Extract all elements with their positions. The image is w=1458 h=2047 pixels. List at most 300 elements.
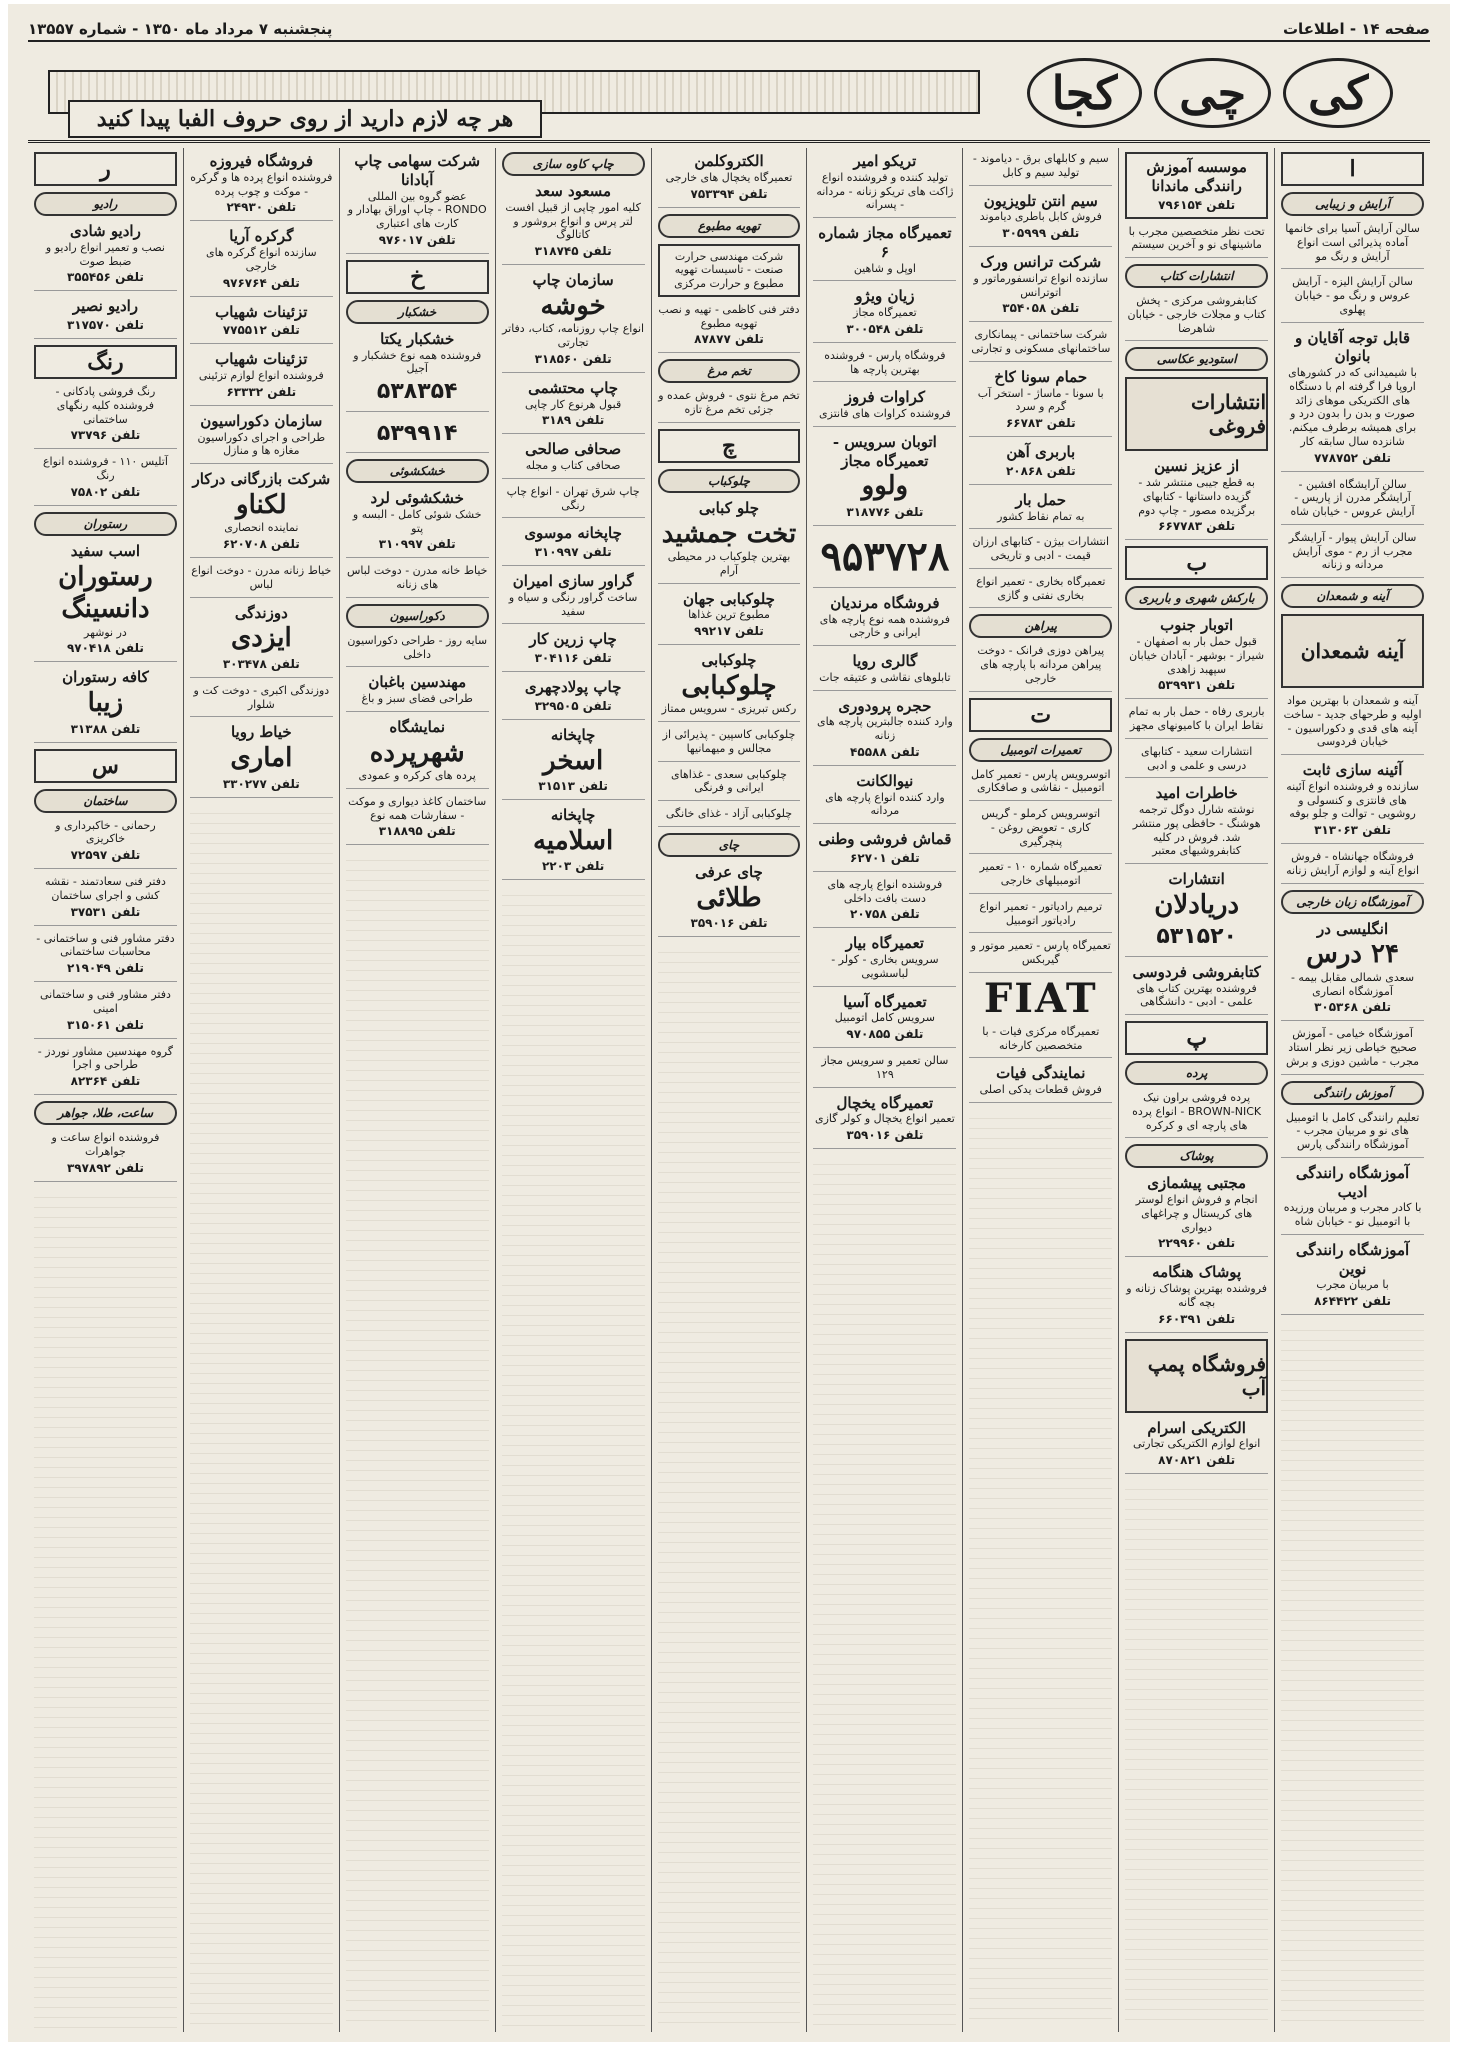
banner-slogan: هر چه لازم دارید از روی حروف الفبا پیدا کنید	[68, 100, 542, 138]
ad-body: بهترین چلوکباب در محیطی آرام	[667, 550, 791, 577]
category-heading: چای	[658, 833, 801, 857]
ad-body: اتوسرویس کرملو - گریس کاری - تعویض روغن - پنچرگیری	[981, 807, 1101, 848]
category-heading: بارکش شهری و باربری	[1125, 586, 1268, 610]
ad-body: نوشته شارل دوگل ترجمه هوشنگ - حافظی پور منتشر شد. فروش در کلیه کتابفروشیهای معتبر	[1132, 803, 1261, 858]
classified-ad	[34, 385, 177, 449]
classified-ad	[190, 350, 333, 406]
classified-ad	[346, 489, 489, 558]
ad-phone: تلفن ۷۳۷۹۶	[70, 428, 141, 443]
classified-ad	[969, 443, 1112, 485]
title-word: کی	[1283, 58, 1393, 128]
ad-heading: مسعود سعد	[535, 182, 612, 200]
ad-heading: تعمیرگاه بیار	[845, 934, 924, 953]
ad-heading: رادیو نصیر	[72, 297, 139, 316]
classified-ad	[1125, 705, 1268, 739]
ad-title: ولوو	[861, 471, 909, 502]
ad-body: فروشنده انواع پرده ها و گرکره - موکت و چوب پرده	[190, 170, 333, 198]
ad-phone: تلفن ۲۴۹۳۰	[226, 200, 297, 215]
section-title	[1000, 56, 1420, 130]
column-filler	[813, 1155, 956, 2028]
ad-phone: تلفن ۲۱۹۰۴۹	[66, 961, 144, 975]
classified-ad	[813, 594, 956, 646]
ad-phone: تلفن ۸۲۳۶۴	[70, 1074, 141, 1088]
classified-ad	[813, 830, 956, 872]
classified-ad	[969, 900, 1112, 934]
ad-phone: تلفن ۳۷۵۳۱	[70, 904, 141, 919]
ad-body: سایه روز - طراحی دکوراسیون داخلی	[347, 633, 488, 661]
ad-body: پرده فروشی براون نیک BROWN-NICK - انواع پرده های پارچه ای و کرکره	[1132, 1091, 1262, 1132]
ad-heading: فروشگاه مرندیان	[830, 593, 940, 612]
ad-body: تعمیرگاه مجاز	[853, 306, 917, 319]
ad-phone: تلفن ۳۱۷۵۷۰	[66, 318, 144, 332]
classified-ad	[813, 993, 956, 1049]
ad-body: انتشارات سعید - کتابهای درسی و علمی و ادبی	[1140, 744, 1253, 772]
page-header	[28, 18, 1430, 42]
big-phone-ad	[813, 532, 956, 588]
category-heading: دکوراسیون	[346, 604, 489, 628]
ad-title: اسلامیه	[532, 825, 614, 856]
ad-phone: تلفن ۶۶۷۷۸۳	[1158, 519, 1236, 534]
ad-heading: زیان ویژو	[855, 287, 915, 306]
classified-ad	[969, 1064, 1112, 1103]
ad-phone: تلفن ۳۲۹۵۰۵	[534, 698, 612, 713]
ad-title: ۲۴ درس	[1306, 939, 1399, 970]
ad-column	[1118, 148, 1274, 2032]
category-heading: انتشارات کتاب	[1125, 264, 1268, 288]
classified-ad	[969, 192, 1112, 248]
ad-body: خشک شوئی کامل - البسه و پتو	[352, 507, 482, 535]
ad-heading: سیم انتن تلویزیون	[983, 191, 1098, 210]
ad-body: دفتر مشاور فنی و ساختمانی امینی	[39, 988, 171, 1015]
ad-phone: تلفن ۶۳۳۳۲	[226, 384, 297, 399]
classified-ad	[1281, 850, 1424, 884]
ad-heading: چاپخانه	[550, 725, 596, 744]
ad-heading: حجره پرودوری	[838, 696, 932, 715]
ad-phone: تلفن ۶۶۷۸۳	[1005, 416, 1076, 430]
title-word: کجا	[1027, 58, 1143, 128]
ad-phone: تلفن ۷۷۵۵۱۲	[222, 323, 300, 338]
ad-title: اماری	[230, 743, 293, 773]
category-heading: چاپ کاوه سازی	[502, 152, 645, 176]
ad-title: رستوران دانسینگ	[58, 561, 153, 624]
ad-body: با شیمیدانی که در کشورهای اروپا فرا گرفته ام با دستگاه های الکتریکی موهای زائد صورت و بدن را بدون درد و برای همیشه برطرف میکنم. شانزده سال سابقه کار	[1288, 366, 1417, 448]
ad-body: خیاط زنانه مدرن - دوخت انواع لباس	[191, 564, 332, 591]
ad-body: کلیه امور چاپی از قبیل افست لتر پرس و انواع بروشور و کاتالوگ	[505, 200, 641, 242]
classified-ad	[658, 651, 801, 722]
ad-heading: نمایشگاه	[389, 717, 446, 736]
ad-body: آتلیس ۱۱۰ - فروشنده انواع رنگ	[42, 455, 168, 482]
ad-body: وارد کننده انواع پارچه های مردانه	[825, 790, 945, 818]
ad-body: رنگ فروشی پادکانی - فروشنده کلیه رنگهای ساختمانی	[55, 385, 156, 426]
ad-heading: از عزیز نسین	[1154, 457, 1240, 476]
ad-phone: تلفن ۶۲۷۰۱	[850, 850, 920, 865]
column-filler	[190, 804, 333, 2029]
column-filler	[34, 1188, 177, 2029]
classified-ad	[502, 182, 645, 265]
classified-ad	[1125, 1174, 1268, 1257]
ad-heading: چاپ زرین کار	[529, 630, 617, 649]
ad-title: زیبا	[87, 688, 124, 718]
classified-ad	[658, 303, 801, 354]
alphabet-letter: ب	[1125, 546, 1268, 580]
ad-phone: تلفن ۳۰۵۳۶۸	[1314, 1000, 1392, 1015]
ad-heading: دوزندگی	[234, 603, 288, 622]
ad-body: سالن آرایشگاه افشین - آرایشگر مدرن از پاریس - آرایش عروس - خیابان شاه	[1290, 477, 1415, 518]
classified-ad	[190, 412, 333, 464]
classified-ad	[502, 572, 645, 624]
classified-ad	[346, 418, 489, 454]
category-heading: پوشاک	[1125, 1144, 1268, 1168]
classified-ad	[813, 1094, 956, 1150]
classified-ad	[658, 863, 801, 937]
classified-ad	[190, 470, 333, 558]
ad-body: سیم و کابلهای برق - دیاموند - تولید سیم و کابل	[972, 152, 1109, 179]
ad-phone: تلفن ۹۷۰۸۵۵	[846, 1027, 924, 1041]
ad-body: صحافی کتاب و مجله	[525, 459, 621, 472]
ad-heading: اتوبان سرویس - تعمیرگاه مجاز	[832, 432, 937, 470]
ad-body: چلوکبابی کاسپین - پذیرائی از مجالس و میهمانیها	[662, 728, 796, 755]
ad-phone: تلفن ۳۱۵۱۳	[538, 779, 608, 793]
ad-heading: قماش فروشی وطنی	[818, 830, 952, 848]
classified-ad	[813, 934, 956, 986]
ad-phone: تلفن ۷۵۸۰۲	[70, 484, 141, 499]
ad-column	[339, 148, 495, 2032]
ad-body: نصب و تعمیر انواع رادیو و ضبط صوت	[45, 240, 165, 268]
classified-ad	[658, 244, 801, 297]
classified-ad	[502, 485, 645, 519]
ad-body: به قطع جیبی منتشر شد - گزیده داستانها - کتابهای برگزیده مصور - چاپ دوم	[1138, 476, 1256, 517]
classified-ad	[1125, 870, 1268, 957]
classified-ad	[346, 673, 489, 712]
dateline: پنجشنبه ۷ مرداد ماه ۱۳۵۰ - شماره ۱۳۵۵۷	[28, 20, 333, 38]
classified-ad	[1125, 784, 1268, 864]
big-phone-number: ۹۵۳۷۲۸	[820, 532, 950, 580]
ad-body: در نوشهر	[84, 625, 127, 639]
classified-ad	[813, 652, 956, 691]
ad-heading: تریکو امیر	[853, 152, 917, 170]
ad-body: فروش کابل باطری دیاموند	[979, 210, 1102, 224]
ad-heading: صحافی صالحی	[525, 440, 622, 459]
category-heading: استودیو عکاسی	[1125, 347, 1268, 371]
ad-body: فروشنده انواع پارچه های دست بافت داخلی	[827, 877, 943, 905]
ad-body: گروه مهندسین مشاور نوردز - طراحی و اجرا	[37, 1044, 174, 1072]
title-word: چی	[1154, 58, 1271, 128]
ad-body: اوپل و شاهین	[853, 261, 916, 275]
category-heading: پیراهن	[969, 614, 1112, 638]
classified-ad	[34, 932, 177, 983]
classified-ad	[502, 678, 645, 720]
ad-body: انتشارات بیژن - کتابهای ارزان قیمت - ادبی و تاریخی	[972, 535, 1110, 562]
ad-heading: چاپ محتشمی	[528, 378, 619, 397]
ad-body: فروشنده انواع ساعت و جواهرات	[51, 1131, 160, 1158]
classified-ad	[813, 224, 956, 281]
ad-title: شهرپرده	[369, 737, 465, 768]
classified-ad	[190, 604, 333, 678]
classified-ad	[813, 697, 956, 766]
classified-ad	[658, 768, 801, 802]
ad-phone: تلفن ۳۱۸۷۴۵	[534, 244, 612, 258]
ad-body: تعمیرگاه پارس - تعمیر موتور و گیربکس	[970, 939, 1111, 966]
classified-ad	[1281, 920, 1424, 1022]
ad-heading: نیوالکانت	[856, 771, 914, 790]
ad-column	[962, 148, 1118, 2032]
ad-heading: خیاط رویا	[230, 723, 292, 742]
ad-body: فروشنده همه نوع پارچه های ایرانی و خارجی	[819, 612, 950, 640]
classified-ad	[34, 668, 177, 742]
classified-ad	[813, 878, 956, 929]
ad-phone: تلفن ۳۱۸۵۶۰	[534, 351, 612, 366]
ad-heading: قابل توجه آقایان و بانوان	[1295, 328, 1411, 366]
classified-ad	[813, 388, 956, 427]
classified-ad	[502, 726, 645, 800]
ad-column	[28, 148, 183, 2032]
classified-ad	[502, 806, 645, 880]
ad-phone: تلفن ۵۳۹۹۳۱	[1158, 678, 1236, 693]
ad-title: طلائی	[696, 882, 762, 913]
ad-heading: شرکت ترانس ورک	[980, 253, 1102, 271]
ad-body: فروش قطعات یدکی اصلی	[979, 1083, 1102, 1096]
ad-heading: آئینه سازی ثابت	[1302, 761, 1403, 779]
ad-column	[495, 148, 651, 2032]
ad-heading: کراوات فروز	[844, 388, 926, 407]
ad-heading: انتشارات	[1168, 870, 1225, 888]
classified-ad	[190, 227, 333, 296]
classified-ad	[658, 590, 801, 646]
classified-ad	[969, 491, 1112, 530]
category-heading: تعمیرات اتومبیل	[969, 738, 1112, 762]
classified-ad	[1125, 1419, 1268, 1475]
ad-heading: چاپ پولادچهری	[524, 678, 622, 696]
ad-body: پرده های کرکره و عمودی	[358, 769, 476, 782]
ad-phone: تلفن ۶۲۰۷۰۸	[222, 537, 300, 551]
classified-ad	[34, 1045, 177, 1096]
ad-body: آینه و شمعدان با بهترین مواد اولیه و طرحهای جدید - ساخت آینه های قدی و دکوراسیون - خیابان فردوسی	[1283, 694, 1422, 749]
ad-heading: خاطرات امید	[1155, 784, 1238, 803]
alphabet-letter: پ	[1125, 1021, 1268, 1055]
ad-phone: تلفن ۸۷۸۷۷	[694, 332, 764, 347]
ad-heading: سازمان دکوراسیون	[200, 411, 323, 430]
category-heading: آینه و شمعدان	[1281, 584, 1424, 608]
ad-body: ترمیم رادیاتور - تعمیر انواع رادیاتور اتومبیل	[979, 899, 1103, 927]
classified-ad	[1281, 694, 1424, 755]
ad-heading: حمل بار	[1015, 490, 1067, 509]
ad-heading: باربری آهن	[1006, 443, 1076, 461]
alphabet-letter: ت	[969, 698, 1112, 732]
ad-body: فروشنده بهترین پوشاک زنانه و بچه گانه	[1126, 1282, 1268, 1309]
ad-phone: تلفن ۹۹۲۱۷	[694, 624, 764, 638]
classified-ad	[1125, 745, 1268, 779]
classified-ad	[1281, 275, 1424, 322]
ad-phone: تلفن ۳۱۸۸۹۵	[378, 824, 456, 839]
ad-body: آموزشگاه خیامی - آموزش صحیح خیاطی زیر نظر استاد مجرب - ماشین دوزی و برش	[1286, 1027, 1420, 1068]
ad-body: انواع چاپ روزنامه، کتاب، دفاتر تجارتی	[502, 322, 645, 349]
ad-body: فروشگاه پارس - فروشنده بهترین پارچه ها	[824, 348, 946, 376]
ad-phone: ۵۳۹۹۱۴	[376, 420, 458, 446]
ad-heading: الکتروکلمن	[694, 152, 764, 170]
ad-heading: موسسه آموزش رانندگی ماندانا	[1146, 158, 1247, 195]
classified-ad	[1125, 225, 1268, 259]
ad-phone: تلفن ۳۱۵۰۶۱	[66, 1017, 144, 1032]
ad-body: دفتر فنی کاظمی - تهیه و نصب تهویه مطبوع	[658, 302, 800, 330]
ad-phone: تلفن ۳۱۸۹	[541, 413, 605, 428]
classified-ad	[969, 368, 1112, 437]
category-heading: تهویه مطبوع	[658, 214, 801, 238]
classified-ad	[969, 644, 1112, 691]
ad-heading: چلو کبابی	[698, 498, 760, 517]
ad-body: تابلوهای نقاشی و عتیقه جات	[819, 670, 951, 684]
classified-ad	[346, 634, 489, 668]
classified-ad	[813, 152, 956, 218]
classified-ad	[969, 253, 1112, 322]
ad-heading: گالری رویا	[852, 652, 918, 670]
ad-column	[183, 148, 339, 2032]
classified-ad	[502, 379, 645, 435]
ad-heading: کافه رستوران	[62, 668, 149, 687]
ad-phone: تلفن ۳۵۹۰۱۶	[846, 1128, 924, 1142]
ad-title: لکناو	[236, 489, 287, 520]
category-heading: تخم مرغ	[658, 359, 801, 383]
ad-body: اتوسرویس پارس - تعمیر کامل اتومبیل - نقاشی و صافکاری	[971, 767, 1111, 795]
ad-phone: تلفن ۲۰۸۶۸	[1005, 463, 1076, 478]
ad-phone: ۵۳۸۳۵۴	[376, 379, 458, 404]
classified-ad	[1125, 1091, 1268, 1138]
category-heading: ساختمان	[34, 789, 177, 813]
ad-heading: اتوبار جنوب	[1160, 616, 1234, 635]
classified-ad	[502, 524, 645, 566]
page-label: صفحه ۱۴ - اطلاعات	[1282, 20, 1430, 38]
ad-body: عضو گروه بین المللی RONDO - چاپ اوراق بهادار و کارت های اعتباری	[347, 189, 487, 230]
column-filler	[346, 851, 489, 2028]
alphabet-letter: ا	[1281, 152, 1424, 186]
category-heading: خشکبار	[346, 300, 489, 324]
classified-ad	[502, 630, 645, 672]
ad-logo: انتشارات فروغی	[1125, 377, 1268, 451]
ad-phone: تلفن ۳۰۴۱۱۶	[534, 651, 612, 665]
ad-body: تعمیرگاه یخچال های خارجی	[665, 170, 793, 184]
classified-ad	[1281, 1027, 1424, 1074]
classified-ad	[969, 768, 1112, 802]
ad-phone: تلفن ۳۱۰۹۹۷	[534, 545, 612, 559]
ad-phone: تلفن ۳۵۹۰۱۶	[690, 916, 768, 930]
ad-body: سازنده و فروشنده انواع آئینه های فانتزی و کنسولی و روشویی - توالت و جلو بوفه	[1286, 779, 1419, 821]
classified-ad	[190, 723, 333, 797]
ad-heading: گراور سازی امیران	[512, 572, 634, 590]
classified-ad	[1125, 457, 1268, 540]
classified-ad	[1125, 294, 1268, 341]
classified-ad	[969, 939, 1112, 973]
ad-body: پیراهن دوزی فرانک - دوخت پیراهن مردانه با پارچه های خارجی	[977, 644, 1105, 685]
brand-logo	[969, 975, 1112, 1023]
ad-heading: خشکشوئی لرد	[370, 489, 464, 507]
classified-ad	[969, 575, 1112, 609]
ad-title: دریادلان	[1154, 889, 1240, 920]
classified-ad	[813, 349, 956, 383]
ad-heading: نمایندگی فیات	[996, 1064, 1086, 1083]
ad-phone: ۵۳۱۵۲۰	[1156, 924, 1237, 950]
ad-phone: تلفن ۲۲۰۳	[541, 859, 605, 874]
ad-body: تعمیرگاه مرکزی فیات - با متخصصین کارخانه	[982, 1024, 1100, 1052]
ad-heading: حمام سونا کاخ	[994, 367, 1088, 386]
ad-body: سرویس بخاری - کولر - لباسشویی	[831, 953, 939, 980]
classified-ad	[813, 287, 956, 343]
ad-body: تعلیم رانندگی کامل با اتومبیل های نو و مربیان مجرب - آموزشگاه رانندگی پارس	[1285, 1110, 1420, 1151]
classified-ad	[1125, 616, 1268, 699]
classified-ad	[190, 684, 333, 718]
ad-phone: تلفن ۲۰۷۵۸	[850, 907, 920, 922]
classified-ad	[34, 455, 177, 506]
column-filler	[1281, 1321, 1424, 2028]
ad-phone: تلفن ۸۷۰۸۲۱	[1158, 1453, 1236, 1467]
classified-columns	[28, 148, 1430, 2032]
ad-body: سازنده انواع گرکره های خارجی	[206, 246, 317, 273]
ad-heading: چای عرفی	[695, 862, 763, 881]
ad-body: چاپ شرق تهران - انواع چاپ رنگی	[506, 484, 640, 512]
classified-ad	[34, 1131, 177, 1182]
category-heading: رستوران	[34, 512, 177, 536]
classified-ad	[34, 819, 177, 870]
ad-phone: تلفن ۸۶۴۴۲۲	[1314, 1294, 1392, 1308]
category-heading: آرایش و زیبایی	[1281, 192, 1424, 216]
ad-body: فروشنده بهترین کتاب های علمی - ادبی - دانشگاهی	[1136, 981, 1257, 1009]
ad-body: دوزندگی اکبری - دوخت کت و شلوار	[193, 683, 330, 711]
classified-ad	[1281, 1164, 1424, 1235]
category-heading: خشکشوئی	[346, 459, 489, 483]
classified-ad	[969, 328, 1112, 362]
classified-ad	[1281, 1241, 1424, 1315]
ad-body: انجام و فروش انواع لوستر های کریستال و چراغهای دیواری	[1135, 1193, 1258, 1234]
ad-column	[651, 148, 807, 2032]
classified-ad	[190, 152, 333, 221]
ad-body: باربری رفاه - حمل بار به تمام نقاط ایران با کامیونهای مجهز	[1128, 705, 1265, 732]
classified-ad	[190, 564, 333, 598]
ad-body: شرکت مهندسی حرارت صنعت - تاسیسات تهویه مطبوع و حرارت مرکزی	[674, 249, 784, 290]
ad-heading: مهندسین باغبان	[368, 673, 467, 692]
category-heading: چلوکباب	[658, 469, 801, 493]
ad-body: شرکت ساختمانی - پیمانکاری ساختمانهای مسکونی و تجارتی	[971, 328, 1111, 355]
classified-ad	[1125, 963, 1268, 1015]
ad-phone: تلفن ۳۵۴۰۵۸	[1002, 301, 1080, 316]
ad-body: سالن آرایش الیزه - آرایش عروس و رنگ مو - خیابان پهلوی	[1292, 275, 1413, 316]
ad-heading: تزئینات شهیاب	[215, 350, 308, 369]
ad-body: طراحی فضای سبز و باغ	[361, 692, 473, 705]
classified-ad	[346, 564, 489, 598]
ad-heading: آموزشگاه رانندگی نوین	[1295, 1240, 1410, 1278]
classified-ad	[969, 860, 1112, 894]
ad-body: سالن آرایش پیوار - آرایشگر مجرب از رم - موی آرایش مردانه و زنانه	[1288, 530, 1417, 572]
classified-ad	[34, 875, 177, 926]
classified-ad	[969, 152, 1112, 186]
ad-phone: تلفن ۴۵۵۸۸	[850, 744, 920, 759]
classified-ad	[658, 152, 801, 208]
ad-phone: تلفن ۷۷۸۷۵۲	[1314, 450, 1392, 465]
classified-ad	[658, 728, 801, 762]
classified-ad	[1281, 222, 1424, 269]
category-heading: آموزش رانندگی	[1281, 1081, 1424, 1105]
ad-phone: تلفن ۳۰۰۵۴۸	[846, 321, 924, 336]
ad-phone: تلفن ۳۱۰۹۹۷	[378, 537, 456, 552]
ad-heading: انگلیسی در	[1316, 919, 1389, 938]
ad-phone: تلفن ۲۲۹۹۶۰	[1158, 1236, 1236, 1251]
classified-ad	[190, 303, 333, 345]
ad-heading: چاپخانه	[550, 806, 596, 824]
classified-ad	[346, 718, 489, 789]
ad-title: اسخر	[543, 745, 604, 776]
alphabet-letter: ر	[34, 152, 177, 186]
ad-heading: اسب سفید	[70, 541, 141, 560]
classified-ad	[34, 222, 177, 291]
ad-body: تولید کننده و فروشنده انواع ژاکت های تریکو زنانه - مردانه - پسرانه	[816, 170, 954, 212]
ad-phone: تلفن ۷۲۵۹۷	[70, 848, 141, 862]
